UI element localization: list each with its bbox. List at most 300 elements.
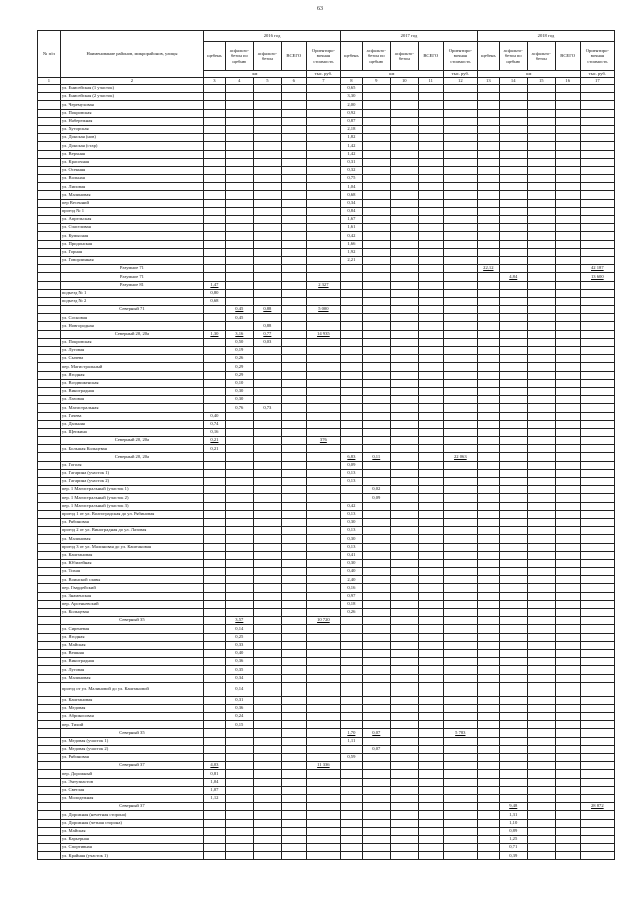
value-cell [253,93,281,101]
street-name: Северный 20, 20а [60,453,203,461]
value-cell [362,778,390,786]
value-cell [477,584,499,592]
value-cell [253,527,281,535]
value-cell [443,445,477,453]
header-name: Наименование районов, микрорайонов, улицы [60,31,203,78]
value-cell [418,322,443,330]
value-cell [555,387,580,395]
table-row [38,134,615,142]
value-cell [580,183,614,191]
value-cell [204,486,226,494]
value-cell: 0,68 [204,297,226,305]
value-cell [253,355,281,363]
row-number [38,852,61,860]
value-cell [555,696,580,704]
value-cell [418,535,443,543]
value-cell [253,142,281,150]
value-cell [306,338,340,346]
subheader-6: асфальто-бетон по щебню [362,42,390,71]
value-cell [580,543,614,551]
value-cell [306,428,340,436]
row-number [38,330,61,338]
row-number [38,527,61,535]
value-cell [281,674,306,682]
value-cell [443,347,477,355]
value-cell [306,166,340,174]
value-cell [580,412,614,420]
value-cell [340,803,362,811]
value-cell [555,737,580,745]
value-cell [253,502,281,510]
value-cell [443,778,477,786]
street-name: ул. Воздвиженская [60,379,203,387]
value-cell [390,535,418,543]
value-cell [443,134,477,142]
value-cell [499,510,527,518]
value-cell: 3,30 [340,93,362,101]
value-cell [340,827,362,835]
value-cell [418,721,443,729]
value-cell [443,803,477,811]
value-cell [225,527,253,535]
value-cell [204,461,226,469]
value-cell [306,93,340,101]
value-cell [204,338,226,346]
value-cell: 0,16 [340,584,362,592]
value-cell [362,527,390,535]
value-cell [306,835,340,843]
value-cell [225,754,253,762]
value-cell [390,150,418,158]
value-cell [281,273,306,281]
value-cell [225,486,253,494]
value-cell [418,617,443,625]
value-cell [306,117,340,125]
value-cell: 0,13 [340,543,362,551]
street-name: ул. Апрельская [60,216,203,224]
value-cell [340,674,362,682]
value-cell [580,134,614,142]
subheader-0: щебень [204,42,226,71]
value-cell [499,617,527,625]
street-name: ул. Говорлинная [60,256,203,264]
value-cell [527,428,555,436]
value-cell [443,786,477,794]
value-cell [253,568,281,576]
value-cell [527,625,555,633]
row-number [38,658,61,666]
value-cell: 0,77 [253,330,281,338]
value-cell [204,584,226,592]
value-cell [306,518,340,526]
street-name: ул. Гагарина (участок 2) [60,478,203,486]
value-cell [580,819,614,827]
row-number [38,844,61,852]
value-cell [527,486,555,494]
value-cell [477,461,499,469]
value-cell [306,256,340,264]
value-cell [390,297,418,305]
value-cell [580,330,614,338]
value-cell [306,355,340,363]
value-cell [306,510,340,518]
value-cell [306,191,340,199]
value-cell [362,641,390,649]
value-cell [527,658,555,666]
value-cell [499,445,527,453]
value-cell [443,191,477,199]
value-cell [555,428,580,436]
subheader-12: асфальто-бетон [527,42,555,71]
value-cell [253,617,281,625]
value-cell: 10 720 [306,617,340,625]
value-cell: 0,13 [340,527,362,535]
value-cell [418,633,443,641]
column-number: 12 [443,78,477,85]
subheader-3: ВСЕГО [281,42,306,71]
value-cell [527,134,555,142]
value-cell [225,852,253,860]
value-cell [527,754,555,762]
value-cell [580,704,614,712]
value-cell [527,811,555,819]
value-cell [443,93,477,101]
value-cell [477,502,499,510]
value-cell [253,420,281,428]
value-cell [555,232,580,240]
value-cell [253,754,281,762]
value-cell [390,142,418,150]
value-cell [225,543,253,551]
table-row [38,469,615,477]
value-cell [306,811,340,819]
value-cell [390,770,418,778]
value-cell [580,256,614,264]
value-cell [390,600,418,608]
value-cell [499,101,527,109]
value-cell [306,248,340,256]
value-cell [306,494,340,502]
value-cell [527,478,555,486]
value-cell [580,527,614,535]
value-cell [527,469,555,477]
value-cell [225,428,253,436]
value-cell: 22 063 [443,453,477,461]
value-cell [362,543,390,551]
value-cell [499,551,527,559]
value-cell [477,330,499,338]
value-cell [555,510,580,518]
table-row [38,502,615,510]
value-cell [443,232,477,240]
value-cell [418,101,443,109]
value-cell [443,762,477,770]
row-number [38,379,61,387]
table-row [38,297,615,305]
value-cell [390,852,418,860]
value-cell [477,625,499,633]
column-number: 13 [477,78,499,85]
value-cell [499,125,527,133]
row-number [38,109,61,117]
value-cell [306,704,340,712]
table-row [38,412,615,420]
value-cell [225,191,253,199]
value-cell [362,412,390,420]
value-cell [418,289,443,297]
value-cell [281,428,306,436]
value-cell [362,502,390,510]
group-row [38,265,615,273]
value-cell: 3,16 [225,330,253,338]
value-cell [253,745,281,753]
value-cell [443,696,477,704]
row-number [38,314,61,322]
value-cell [306,207,340,215]
value-cell [204,150,226,158]
value-cell [281,314,306,322]
column-number: 8 [340,78,362,85]
value-cell [418,232,443,240]
value-cell [555,461,580,469]
value-cell [555,803,580,811]
value-cell: 0,88 [253,322,281,330]
subheader-14: Ориентиро-вочная стоимость [580,42,614,71]
value-cell [418,551,443,559]
value-cell [499,265,527,273]
value-cell [390,658,418,666]
value-cell [253,256,281,264]
row-number [38,535,61,543]
value-cell [362,248,390,256]
value-cell [580,666,614,674]
value-cell [443,142,477,150]
value-cell [281,682,306,696]
value-cell [580,535,614,543]
value-cell [362,535,390,543]
value-cell: 0,65 [340,85,362,93]
value-cell [204,232,226,240]
value-cell [306,754,340,762]
value-cell [204,811,226,819]
table-row [38,592,615,600]
value-cell [580,338,614,346]
value-cell [281,666,306,674]
value-cell [499,216,527,224]
value-cell [555,216,580,224]
row-number [38,150,61,158]
street-name: ул. Луговая [60,666,203,674]
value-cell [477,183,499,191]
value-cell: 1,11 [340,737,362,745]
value-cell [362,314,390,322]
value-cell [306,445,340,453]
value-cell [390,322,418,330]
value-cell [390,175,418,183]
value-cell [499,658,527,666]
row-number [38,494,61,502]
value-cell [580,568,614,576]
value-cell [418,117,443,125]
header-year-2018: 2018 год [477,31,614,42]
value-cell [390,617,418,625]
value-cell [204,745,226,753]
value-cell [418,770,443,778]
value-cell [527,819,555,827]
value-cell [390,216,418,224]
header-year-2017: 2017 год [340,31,477,42]
value-cell [499,240,527,248]
value-cell [306,649,340,657]
value-cell [281,762,306,770]
value-cell [499,786,527,794]
value-cell [580,371,614,379]
value-cell [418,852,443,860]
value-cell [499,713,527,721]
value-cell: 0,34 [340,199,362,207]
value-cell [281,729,306,737]
row-number [38,617,61,625]
value-cell [225,289,253,297]
row-number [38,721,61,729]
value-cell: 0,10 [225,379,253,387]
column-number: 16 [555,78,580,85]
value-cell [390,273,418,281]
street-name: Северный 71 [60,306,203,314]
value-cell [527,232,555,240]
table-row [38,175,615,183]
value-cell [253,478,281,486]
value-cell [527,248,555,256]
value-cell: 0,42 [340,502,362,510]
value-cell [253,510,281,518]
value-cell [499,762,527,770]
value-cell [340,379,362,387]
value-cell [204,183,226,191]
value-cell: 0,88 [253,306,281,314]
value-cell [443,666,477,674]
value-cell [340,811,362,819]
value-cell [253,696,281,704]
value-cell: 0,36 [225,704,253,712]
value-cell [204,175,226,183]
value-cell [477,101,499,109]
value-cell [499,729,527,737]
street-name: ул. Ягодная [60,371,203,379]
value-cell [443,469,477,477]
value-cell [253,224,281,232]
value-cell [281,696,306,704]
value-cell [253,803,281,811]
table-row [38,363,615,371]
value-cell [555,117,580,125]
value-cell [555,754,580,762]
value-cell [580,248,614,256]
value-cell [281,568,306,576]
value-cell [390,289,418,297]
street-name: ул. Енисейская (2 участок) [60,93,203,101]
value-cell [340,852,362,860]
value-cell [418,150,443,158]
value-cell: 2,18 [340,125,362,133]
value-cell [281,835,306,843]
table-row [38,191,615,199]
value-cell [555,191,580,199]
subheader-1: асфальто-бетон по щебню [225,42,253,71]
value-cell [443,125,477,133]
value-cell [204,166,226,174]
table-row [38,371,615,379]
value-cell [306,240,340,248]
row-number [38,803,61,811]
street-name: проезд № 1 [60,207,203,215]
street-name: пер. Тихий [60,721,203,729]
value-cell [306,216,340,224]
table-row [38,232,615,240]
value-cell [225,265,253,273]
value-cell [499,674,527,682]
value-cell [281,338,306,346]
value-cell [306,150,340,158]
value-cell [281,412,306,420]
value-cell [527,510,555,518]
value-cell [281,803,306,811]
value-cell [225,494,253,502]
value-cell [418,666,443,674]
value-cell [253,786,281,794]
value-cell [499,469,527,477]
value-cell [362,355,390,363]
value-cell [527,617,555,625]
value-cell [281,713,306,721]
value-cell [499,600,527,608]
value-cell [362,265,390,273]
row-number [38,232,61,240]
value-cell [225,240,253,248]
value-cell [418,412,443,420]
value-cell [555,633,580,641]
value-cell [340,704,362,712]
value-cell [443,175,477,183]
value-cell [281,518,306,526]
value-cell [390,835,418,843]
value-cell [306,175,340,183]
value-cell [362,199,390,207]
value-cell [443,486,477,494]
value-cell [555,224,580,232]
value-cell [362,387,390,395]
value-cell [390,510,418,518]
table-row [38,778,615,786]
unit-km: км [204,71,307,78]
value-cell [204,265,226,273]
value-cell [306,134,340,142]
value-cell [306,844,340,852]
value-cell [555,658,580,666]
value-cell [362,166,390,174]
street-name: ул. Каштановая [60,696,203,704]
value-cell [253,273,281,281]
table-row [38,216,615,224]
value-cell [499,248,527,256]
value-cell [281,175,306,183]
street-name: ул. Карьерная [60,835,203,843]
value-cell [281,117,306,125]
value-cell [362,713,390,721]
value-cell [499,158,527,166]
street-name: ул. Медовая (участок 2) [60,745,203,753]
value-cell [418,811,443,819]
